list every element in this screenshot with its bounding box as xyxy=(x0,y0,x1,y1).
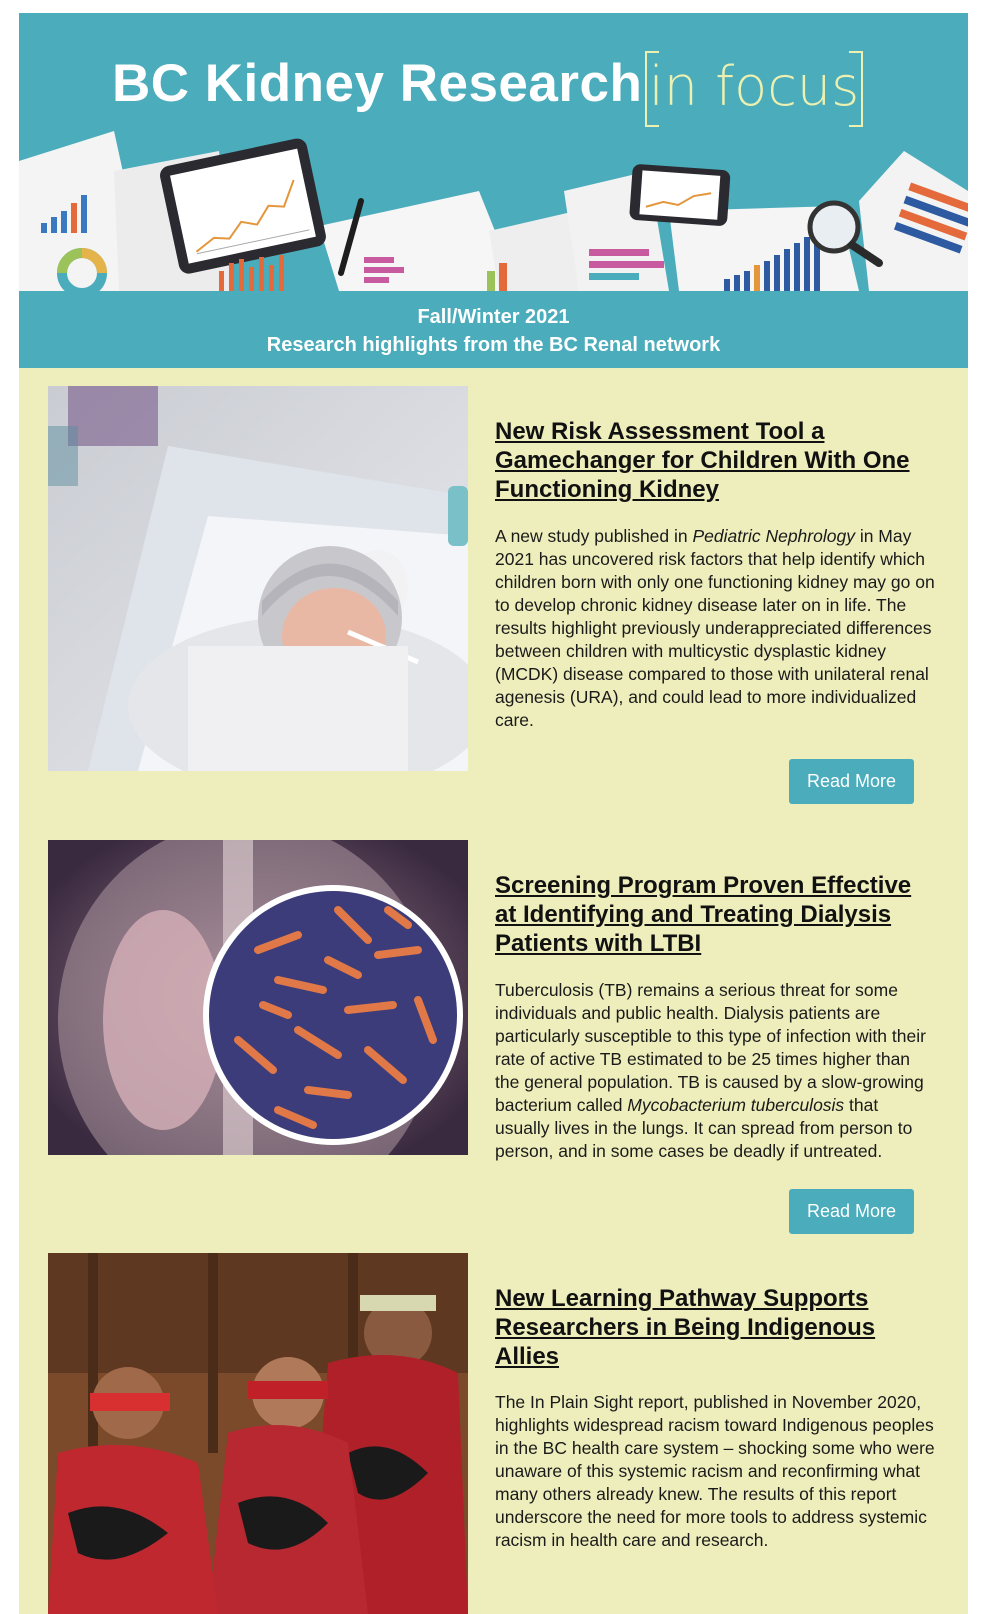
summary-text-cont: in May 2021 has uncovered risk factors that help identify which children born with only one functioning kidney may go on to develop chronic kidney disease later on in life. The results highlight previously underappreciated differences between children with multicystic dysplastic kidney (MCDK) disease compared to those with unilateral renal agenesis (URA), and could lead to more individualized care. xyxy=(495,526,935,730)
article-title[interactable]: New Risk Assessment Tool a Gamechanger for Children With One Functioning Kidney xyxy=(495,418,910,503)
issue-subheader xyxy=(19,291,968,368)
summary-text: Tuberculosis (TB) remains a serious threat for some individuals and public health. Dialysis patients are particularly susceptible to this type of infection with their rate of active TB estimated to be 25 times higher than the general population. TB is caused by a slow-growing bacterium called xyxy=(495,980,926,1115)
article-image-bacteria[interactable] xyxy=(48,840,468,1155)
right-bracket xyxy=(849,51,863,127)
article-summary xyxy=(495,979,935,1163)
phone xyxy=(629,164,731,227)
read-more-button[interactable]: Read More xyxy=(789,759,914,804)
newsletter xyxy=(19,13,968,1614)
article-image-newborn[interactable] xyxy=(48,386,468,771)
summary-text-cont: that usually lives in the lungs. It can spread from person to person, and in some cases be deadly if untreated. xyxy=(495,1095,913,1161)
summary-text: The In Plain Sight report, published in November 2020, highlights widespread racism toward Indigenous peoples in the BC health care system – shocking some who were unaware of this systemic racism and reconfirming what many others already knew. The results of this report underscore the need for more tools to address systemic racism in health care and research. xyxy=(495,1392,935,1550)
article-summary xyxy=(495,1391,935,1552)
banner-title: BC Kidney Research xyxy=(112,54,643,113)
summary-text: A new study published in xyxy=(495,526,693,546)
article-image-indigenous-women[interactable] xyxy=(48,1253,468,1614)
banner-focus-text: in focus xyxy=(648,55,860,118)
summary-journal: Pediatric Nephrology xyxy=(692,526,855,546)
issue-tagline: Research highlights from the BC Renal network xyxy=(266,334,721,356)
article-title[interactable]: New Learning Pathway Supports Researchers in Being Indigenous Allies xyxy=(495,1285,876,1370)
tablet xyxy=(158,137,328,276)
read-more-button[interactable]: Read More xyxy=(789,1189,914,1234)
banner-focus-badge xyxy=(645,51,863,123)
header-banner xyxy=(19,13,968,291)
summary-species: Mycobacterium tuberculosis xyxy=(627,1095,845,1115)
banner-illustration xyxy=(19,131,968,291)
issue-date: Fall/Winter 2021 xyxy=(417,306,570,328)
left-bracket xyxy=(645,51,659,127)
article-title[interactable]: Screening Program Proven Effective at Identifying and Treating Dialysis Patients with LTBI xyxy=(495,872,912,957)
article-summary xyxy=(495,525,935,732)
